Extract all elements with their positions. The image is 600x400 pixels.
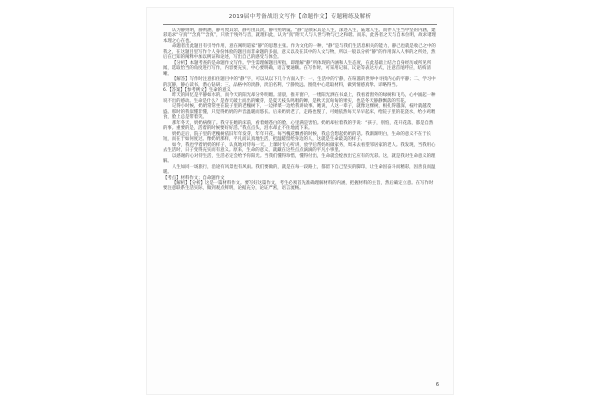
topic-label: 【考点】材料作文；自命题作文 xyxy=(163,175,225,181)
question-answer-heading: 6.【答案】【参考例文】生命的意义 xyxy=(163,88,231,94)
document-body xyxy=(163,28,437,382)
page-number: 6 xyxy=(435,382,439,388)
essay-paragraph: 以感谢的心对待生活，生活必定会给予你阳光。当我们懂得珍惜，懂得付出，生命就会绽放出它应有的光彩。这，就是我对生命意义的理解。 xyxy=(163,153,436,165)
essay-paragraph: 奶奶走后，院子里的老槐树依旧年年发芽，年年开花。每当槐花飘香的时候，我总会想起奶奶的话。我渐渐明白，生命的意义不在于长短，而在于如何度过。像奶奶那样，平凡而认真地生活，把温暖留给身边的人，这就是生命最美的样子。 xyxy=(163,131,432,143)
body-paragraph: 认为静则明，静则涵，静可致其余，静可由其淡，静可照明镜。“静”是颜宋其是人生，深述入生，陆逸人生。而伴人生当中坚的内涵，建彩追求“守真”“含真”“含真”，只欣于残外与音，就理归此，认为“真”附天人与人世与物与已之和谐。而乐，此各者之天与自本位明，故求诸理本理之心在也。 xyxy=(163,28,436,44)
essay-paragraph: 昨天的回忆是平静如水的，而今天的阳光却分外明媚。清晨，推开窗户，一缕阳光洒在书桌上，我看着窗外的绿树和飞鸟，心中涌起一种说不出的感动。生命是什么？是春天破土而出的嫩芽，是夏天枝头鸣唱的蝉，是秋天沉甸甸的果实，也是冬天静静飘落的雪花。 xyxy=(163,93,436,104)
page-header: 2019届中考备战语文写作【命题作文】专题精练及解析 xyxy=(228,14,372,20)
body-paragraph: 命题者出此题目有引导作用，意在阐明道家“静”的思想主张。作为文化的一种，“静”是与我们生活息相关的能力，静己也就是收己之中的我之，在这题目里写作个人身份体验的题目而非命题的多面，意义以及在其中的人文与物，所以一般以分析“静”的作用深入人事的之所处，然后在已知的阐释中加以例证和论述，写出自己的感受与体会。 xyxy=(163,44,436,61)
header-divider xyxy=(163,24,437,25)
essay-paragraph: 如今，我也学着奶奶的样子，认真地对待每一天。上课时专心听讲，放学后帮妈妈做家务，周末去看望邻居家的老人。我发现，当我用心去生活时，日子变得充实而有意义。原来，生命的意义，就藏在这些点点滴滴的平凡小事里。 xyxy=(163,142,436,154)
analysis-paragraph: 【分析】本题考查的是命题作文写作。学生需理解题目所指，即理解“静”所体现的内涵和人生态度，在此基础上结合自身经历或所见所闻，选取恰当的角度进行写作，内容要充实，中心要明确，语言要通顺。在写作时，可采用记叙、议论等表达方式，注意首尾呼应，结构清晰。 xyxy=(163,60,432,77)
essay-paragraph: 人生如同一场旅行，沿途有风景也有风雨。我们要做的，就是在每一段路上，都留下自己坚实的脚印，让生命因奋斗而精彩，因善良而温暖。 xyxy=(163,164,436,176)
essay-paragraph: 记得小时候，奶奶常常坐在院子里的老槐树下，一边择菜一边给我讲故事。她说，人这一辈子，就像这棵树，根扎得越深，枝叶就越茂盛。那时的我似懂非懂，只觉得奶奶的声音温暖而悠长。后来奶奶老了，走路也慢了，可她依然每天早早起床，给院子里的花浇水，给小鸡喂食，脸上总是带着笑。 xyxy=(163,104,436,121)
answer-paragraph: 【解答】写作时注意扣住题目中的“静”字，可以从以下几个方面入手：一、生活中的宁静，在喧嚣的世界中寻找内心的平静；二、学习中的沉静，静心读书，潜心钻研；三、品格中的淡静，淡泊名利，宁静致远。围绕中心选取材料，做到情感真挚、详略得当。 xyxy=(163,77,436,88)
document-page xyxy=(147,8,453,394)
essay-paragraph: 那年冬天，奶奶病倒了。我守在她的床前，看着她苍白的脸，心里满是害怕。奶奶却拉着我的手说：“孩子，别怕，花开花落，都是自然的事。重要的是，活着的时候要好好活。”我点点头，泪水却止不住地流下来。 xyxy=(163,120,434,132)
explanation-paragraph: 【解析】【分析】这是一篇材料作文。要写好这篇作文，考生必须首先准确理解材料的内涵，把握材料的主旨，然后确定立意。在写作时要注意联系生活实际，做到观点鲜明，论据充分，论证严密，语言流畅。 xyxy=(163,181,434,192)
